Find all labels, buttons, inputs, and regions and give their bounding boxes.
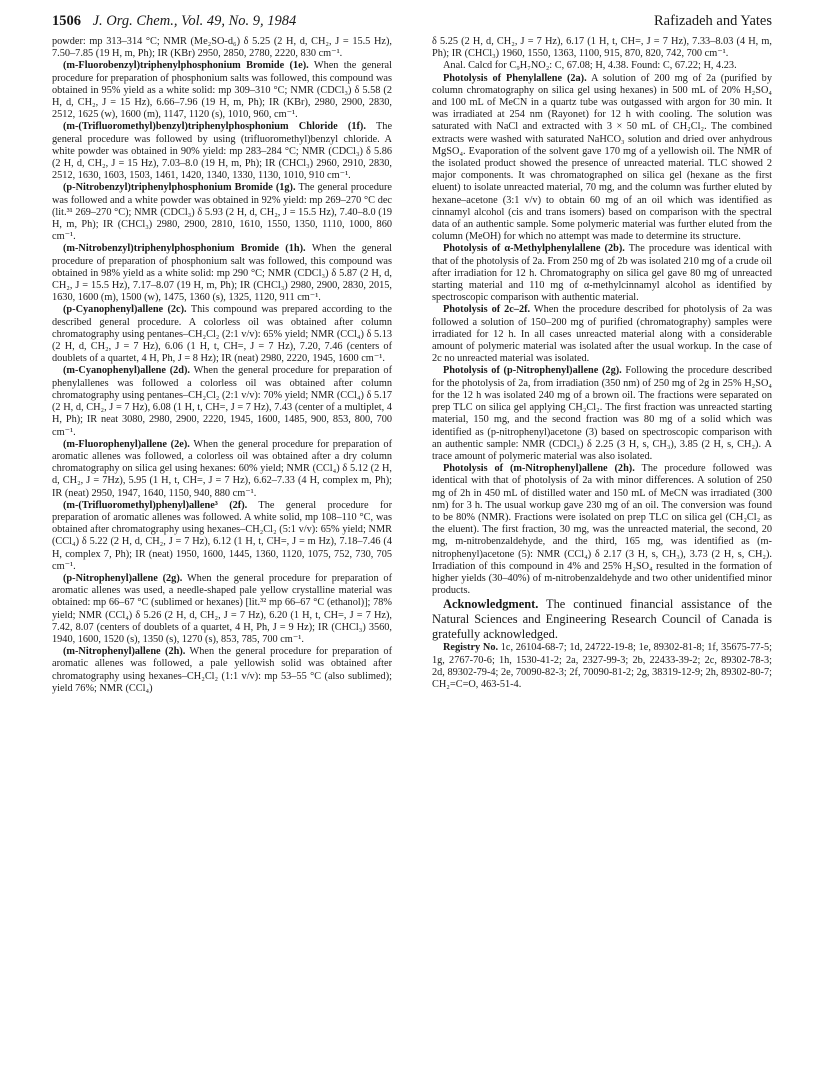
paragraph-heading: (m-(Trifluoromethyl)phenyl)allene³ (2f). <box>63 499 248 511</box>
paragraph-heading: (m-Cyanophenyl)allene (2d). <box>63 365 191 377</box>
acknowledgment-heading: Acknowledgment. <box>443 597 539 612</box>
paragraph-text: When the procedure described for photolysis of 2a was followed a solution of 150–200 mg of purified (chromatography) samples were irradiated for 12 h. In all cases unreacted material along with a considerable amount of polymeric material was isolated after the usual workup. In the case of 2c no unreacted material was isolated. <box>432 304 773 365</box>
paragraph-heading: (m-Fluorobenzyl)triphenylphosphonium Bromide (1e). <box>63 60 309 72</box>
paragraph <box>52 304 392 365</box>
paragraph-heading: Photolysis of (m-Nitrophenyl)allene (2h). <box>443 463 635 475</box>
paragraph-heading: Photolysis of (p-Nitrophenyl)allene (2g). <box>443 365 622 377</box>
paragraph-text: The procedure was identical with that of the photolysis of 2a. From 250 mg of 2b was isolated 210 mg of a crude oil after irradiation for 12 h. Chromatography on silica gel gave 80 mg of unreacted starting material and 110 mg of α-methylcinnamyl alcohol as identified by spectroscopic comparison with authentic material. <box>432 243 772 304</box>
paragraph <box>52 182 392 243</box>
paragraph-text: When the general procedure for preparation of aromatic allenes was followed, a pale yellowish solid was obtained after chromatography using hexanes–CH₂Cl₂ (1:1 v/v): mp 53–55 °C (also sublimed); yield 76%; NMR (CCl₄) <box>52 646 392 694</box>
paragraph <box>52 60 392 121</box>
right-column <box>432 36 772 692</box>
paragraph-text: The general procedure for preparation of aromatic allenes was followed. A white solid, mp 108–110 °C, was obtained after chromatography using hexanes–CH₂Cl₂ (5:1 v/v): 65% yield; NMR (CCl₄) δ 5.22 (2 H, d, CH₂, J = 7 Hz), 6.12 (1 H, t, CH=, J = m Hz), 7.18–7.46 (4 H, complex 7, Ph); IR (neat) 1950, 1600, 1445, 1360, 1120, 1075, 752, 730, 705 cm⁻¹. <box>52 499 393 572</box>
paragraph-text: The general procedure was followed by using (trifluoromethyl)benzyl chloride. A white powder was obtained in 90% yield: mp 283–284 °C; NMR (CDCl₃) δ 5.86 (2 H, d, CH₂, J = 15 Hz), 7.03–8.0 (19 H, m, Ph); IR (CHCl₃) 2960, 2910, 2830, 2512, 1630, 1603, 1503, 1461, 1420, 1340, 1330, 1130, 1010, 910 cm⁻¹. <box>52 121 393 182</box>
paragraph-heading: Photolysis of Phenylallene (2a). <box>443 72 587 84</box>
paragraph-text: When the general procedure of preparation of phosphonium salt was followed, this compound was obtained in 98% yield as a white solid: mp 290 °C; NMR (CDCl₃) δ 5.87 (2 H, d, CH₂, J = 15.5 Hz), 7.17–8.07 (19 H, m, Ph); IR (CHCl₃) 2980, 2900, 2830, 2015, 1630, 1600 (m), 1500 (w), 1475, 1360 (s), 1325, 1120, 911 cm⁻¹. <box>52 243 392 304</box>
paragraph <box>432 304 772 365</box>
paragraph-text: This compound was prepared according to the described general procedure. A colorless oil was obtained after column chromatography using pentanes–CH₂Cl₂ (2:1 v/v): 65% yield; NMR (CCl₄) δ 5.13 (2 H, d, CH₂, J = 7 Hz), 6.06 (1 H, t, CH=, J = 7 Hz), 7.20, 7.46 (centers of doublets of a quartet, 4 H, Ph, J = 8 Hz); IR (neat) 2980, 2220, 1945, 1600 cm⁻¹. <box>52 304 393 365</box>
paragraph-text: When the general procedure for preparation of phenylallenes was followed a colorless oil was obtained after column chromatography using pentanes–CH₂Cl₂ (2:1 v/v): 70% yield; NMR (CCl₄) δ 5.17 (2 H, d, CH₂, J = 7 Hz), 6.08 (1 H, t, CH=, J = 7 Hz), 7.43 (center of a multiplet, 4 H, Ph); IR neat 3080, 2980, 2900, 2220, 1945, 1600, 1485, 900, 853, 800, 700 cm⁻¹. <box>52 365 393 438</box>
paragraph-heading: (p-Nitrophenyl)allene (2g). <box>63 572 183 584</box>
paragraph-text: Following the procedure described for the photolysis of 2a, from irradiation (350 nm) of 250 mg of 2g in 25% H₂SO₄ for the 12 h was isolated 240 mg of a brown oil. The fractions were separated on prep TLC on silica gel applying CH₂Cl₂. The first fraction was unreacted starting material, 150 mg, and the second fraction was 80 mg of a solid which was identified as (p-nitrophenyl)acetone (3) based on spectroscopic comparison with an authentic sample: NMR (CDCl₃) δ 2.25 (3 H, s, CH₃), 3.85 (2 H, s, CH₂). A trace amount of polymeric material was also isolated. <box>432 365 772 462</box>
paragraph <box>52 365 392 438</box>
paragraph-text: When the general procedure for preparation of phosphonium salts was followed, this compound was obtained in 95% yield as a white solid: mp 309–310 °C; NMR (CDCl₃) δ 5.58 (2 H, d, CH₂, J = 15 Hz), 6.66–7.96 (19 H, m, Ph); IR (KBr), 2980, 2900, 2830, 2512, 1625 (w), 1600 (m), 1147, 1120 (s), 1010, 960, cm⁻¹. <box>52 60 392 121</box>
registry-text: 1c, 26104-68-7; 1d, 24722-19-8; 1e, 89302-81-8; 1f, 35675-77-5; 1g, 2767-70-6; 1h, 1530-41-2; 2a, 2327-99-3; 2b, 22433-39-2; 2c, 89302-78-3; 2d, 89302-79-4; 2e, 70090-82-3; 2f, 70090-81-2; 2g, 38319-12-9; 2h, 89302-80-7; CH₂=C=O, 463-51-4. <box>432 642 772 691</box>
paragraph-text: The general procedure was followed and a white powder was obtained in 92% yield: mp 269–270 °C dec (lit.³¹ 269–270 °C); NMR (CDCl₃) δ 5.93 (2 H, d, CH₂, J = 15.5 Hz), 7.40–8.0 (19 H, m, Ph); IR (CHCl₃) 2980, 2900, 2810, 1610, 1550, 1350, 1110, 1000, 860 cm⁻¹. <box>52 182 392 243</box>
paragraph <box>432 463 772 597</box>
paragraph <box>52 439 392 500</box>
journal-citation: J. Org. Chem., Vol. 49, No. 9, 1984 <box>92 13 297 29</box>
paragraph-heading: (p-Nitrobenzyl)triphenylphosphonium Bromide (1g). <box>63 182 296 194</box>
left-column <box>52 36 392 695</box>
paragraph <box>432 60 772 72</box>
paragraph <box>52 646 392 695</box>
page-number: 1506 <box>52 13 81 29</box>
paragraph-heading: (m-Nitrobenzyl)triphenylphosphonium Bromide (1h). <box>63 243 306 255</box>
page-header <box>52 12 772 30</box>
paragraph-text: Anal. Calcd for C₉H₇NO₂: C, 67.08; H, 4.38. Found: C, 67.22; H, 4.23. <box>443 60 737 72</box>
paragraph <box>52 243 392 304</box>
paragraph <box>432 36 772 60</box>
paragraph-heading: (m-Nitrophenyl)allene (2h). <box>63 646 186 658</box>
paragraph-text: δ 5.25 (2 H, d, CH₂, J = 7 Hz), 6.17 (1 H, t, CH=, J = 7 Hz), 7.33–8.03 (4 H, m, Ph); IR (CHCl₃) 1960, 1550, 1363, 1100, 915, 870, 820, 742, 700 cm⁻¹. <box>432 36 772 60</box>
paragraph <box>432 243 772 304</box>
acknowledgment <box>432 597 772 642</box>
paragraph-text: A solution of 200 mg of 2a (purified by column chromatography on silica gel using hexanes) in 500 mL of 20% H₂SO₄ and 100 mL of MeCN in a quartz tube was outgassed with argon for 30 min. It was irradiated at 254 nm (Rayonet) for 12 h with cooling. The solution was saturated with NaCl and extracted with 3 × 50 mL of CH₂Cl₂. The combined extracts were washed with saturated NaHCO₃ solution and dried over anhydrous MgSO₄. Evaporation of the solvent gave 170 mg of a yellowish oil. The NMR of the isolated product showed the presence of unreacted material. TLC showed 2 major components. It was chromatographed on silica gel (hexane as the first eluent) to isolate unreacted material, 70 mg, and the column was further eluted by hexane–acetone (3:1 v/v) to obtain 60 mg of an oil which was identified as cinnamyl alcohol (cis and trans isomers) based on comparison with the spectral data of an authentic sample. Some polymeric material was further eluted from the column (MeOH) for which no attempt was made to determine its structure. <box>432 72 772 243</box>
paragraph-text: When the general procedure for preparation of aromatic allenes was used, a needle-shaped pale yellow crystalline material was obtained: mp 66–67 °C (sublimed or hexanes) [lit.³² mp 66–67 °C (ethanol)]; 78% yield; NMR (CCl₄) δ 5.26 (2 H, d, CH₂, J = 7 Hz), 6.20 (1 H, t, CH=, J = 7 Hz), 7.42, 8.07 (centers of doublets of a quartet, 4 H, Ph, J = 9 Hz); IR (CHCl₃) 3560, 1940, 1600, 1520 (s), 1350 (s), 1270 (s), 853, 785, 700 cm⁻¹. <box>52 572 392 645</box>
running-authors: Rafizadeh and Yates <box>654 13 772 29</box>
paragraph <box>52 573 392 646</box>
paragraph-heading: (m-(Trifluoromethyl)benzyl)triphenylphosphonium Chloride (1f). <box>63 121 366 133</box>
paragraph-heading: Photolysis of α-Methylphenylallene (2b). <box>443 243 625 255</box>
paragraph-text: When the general procedure for preparation of aromatic allenes was followed, a colorless oil was obtained after a dry column chromatography on silica gel using hexanes: 60% yield; NMR (CCl₄) δ 5.12 (2 H, d, CH₂, J = 7Hz), 5.95 (1 H, t, CH=, J = 7 Hz), 6.62–7.33 (4 H, complex m, Ph); IR (neat) 2950, 1947, 1640, 1150, 940, 880 cm⁻¹. <box>52 438 392 499</box>
paragraph <box>52 36 392 60</box>
paragraph-heading: Photolysis of 2c–2f. <box>443 304 531 316</box>
paragraph <box>52 121 392 182</box>
acknowledgment-text: The continued financial assistance of the Natural Sciences and Engineering Research Council of Canada is gratefully acknowledged. <box>432 597 773 642</box>
paragraph-heading: (m-Fluorophenyl)allene (2e). <box>63 438 190 450</box>
paragraph <box>52 500 392 573</box>
paragraph <box>432 73 772 244</box>
paragraph-heading: (p-Cyanophenyl)allene (2c). <box>63 304 187 316</box>
registry-heading: Registry No. <box>443 642 499 654</box>
registry-numbers <box>432 642 772 691</box>
paragraph-text: powder: mp 313–314 °C; NMR (Me₂SO-d₆) δ 5.25 (2 H, d, CH₂, J = 15.5 Hz), 7.50–7.85 (19 H, m, Ph); IR (KBr) 2950, 2850, 2780, 2220, 830 cm⁻¹. <box>52 36 392 60</box>
paragraph-text: The procedure followed was identical with that of photolysis of 2a with minor differences. A solution of 250 mg of 2h in 450 mL of distilled water and 150 mL of MeCN was irradiated (300 nm) for 3 h. The usual workup gave 230 mg of an oil. The conversion was found to be 80% (NMR). Fractions were isolated on prep TLC on silica gel (CH₂Cl₂ as the eluent). The first fraction, 30 mg, was the unreacted material, the second, 20 mg, m-nitrobenzaldehyde, and the third, 165 mg, was identified as (m-nitrophenyl)acetone (5): NMR (CCl₄) δ 2.17 (3 H, s, CH₃), 3.73 (2 H, s, CH₂). Irradiation of this compound in 4% and 25% H₂SO₄ resulted in the formation of higher yields (30–40%) of m-nitrobenzaldehyde and two other unidentified minor products. <box>432 463 772 597</box>
paragraph <box>432 365 772 463</box>
